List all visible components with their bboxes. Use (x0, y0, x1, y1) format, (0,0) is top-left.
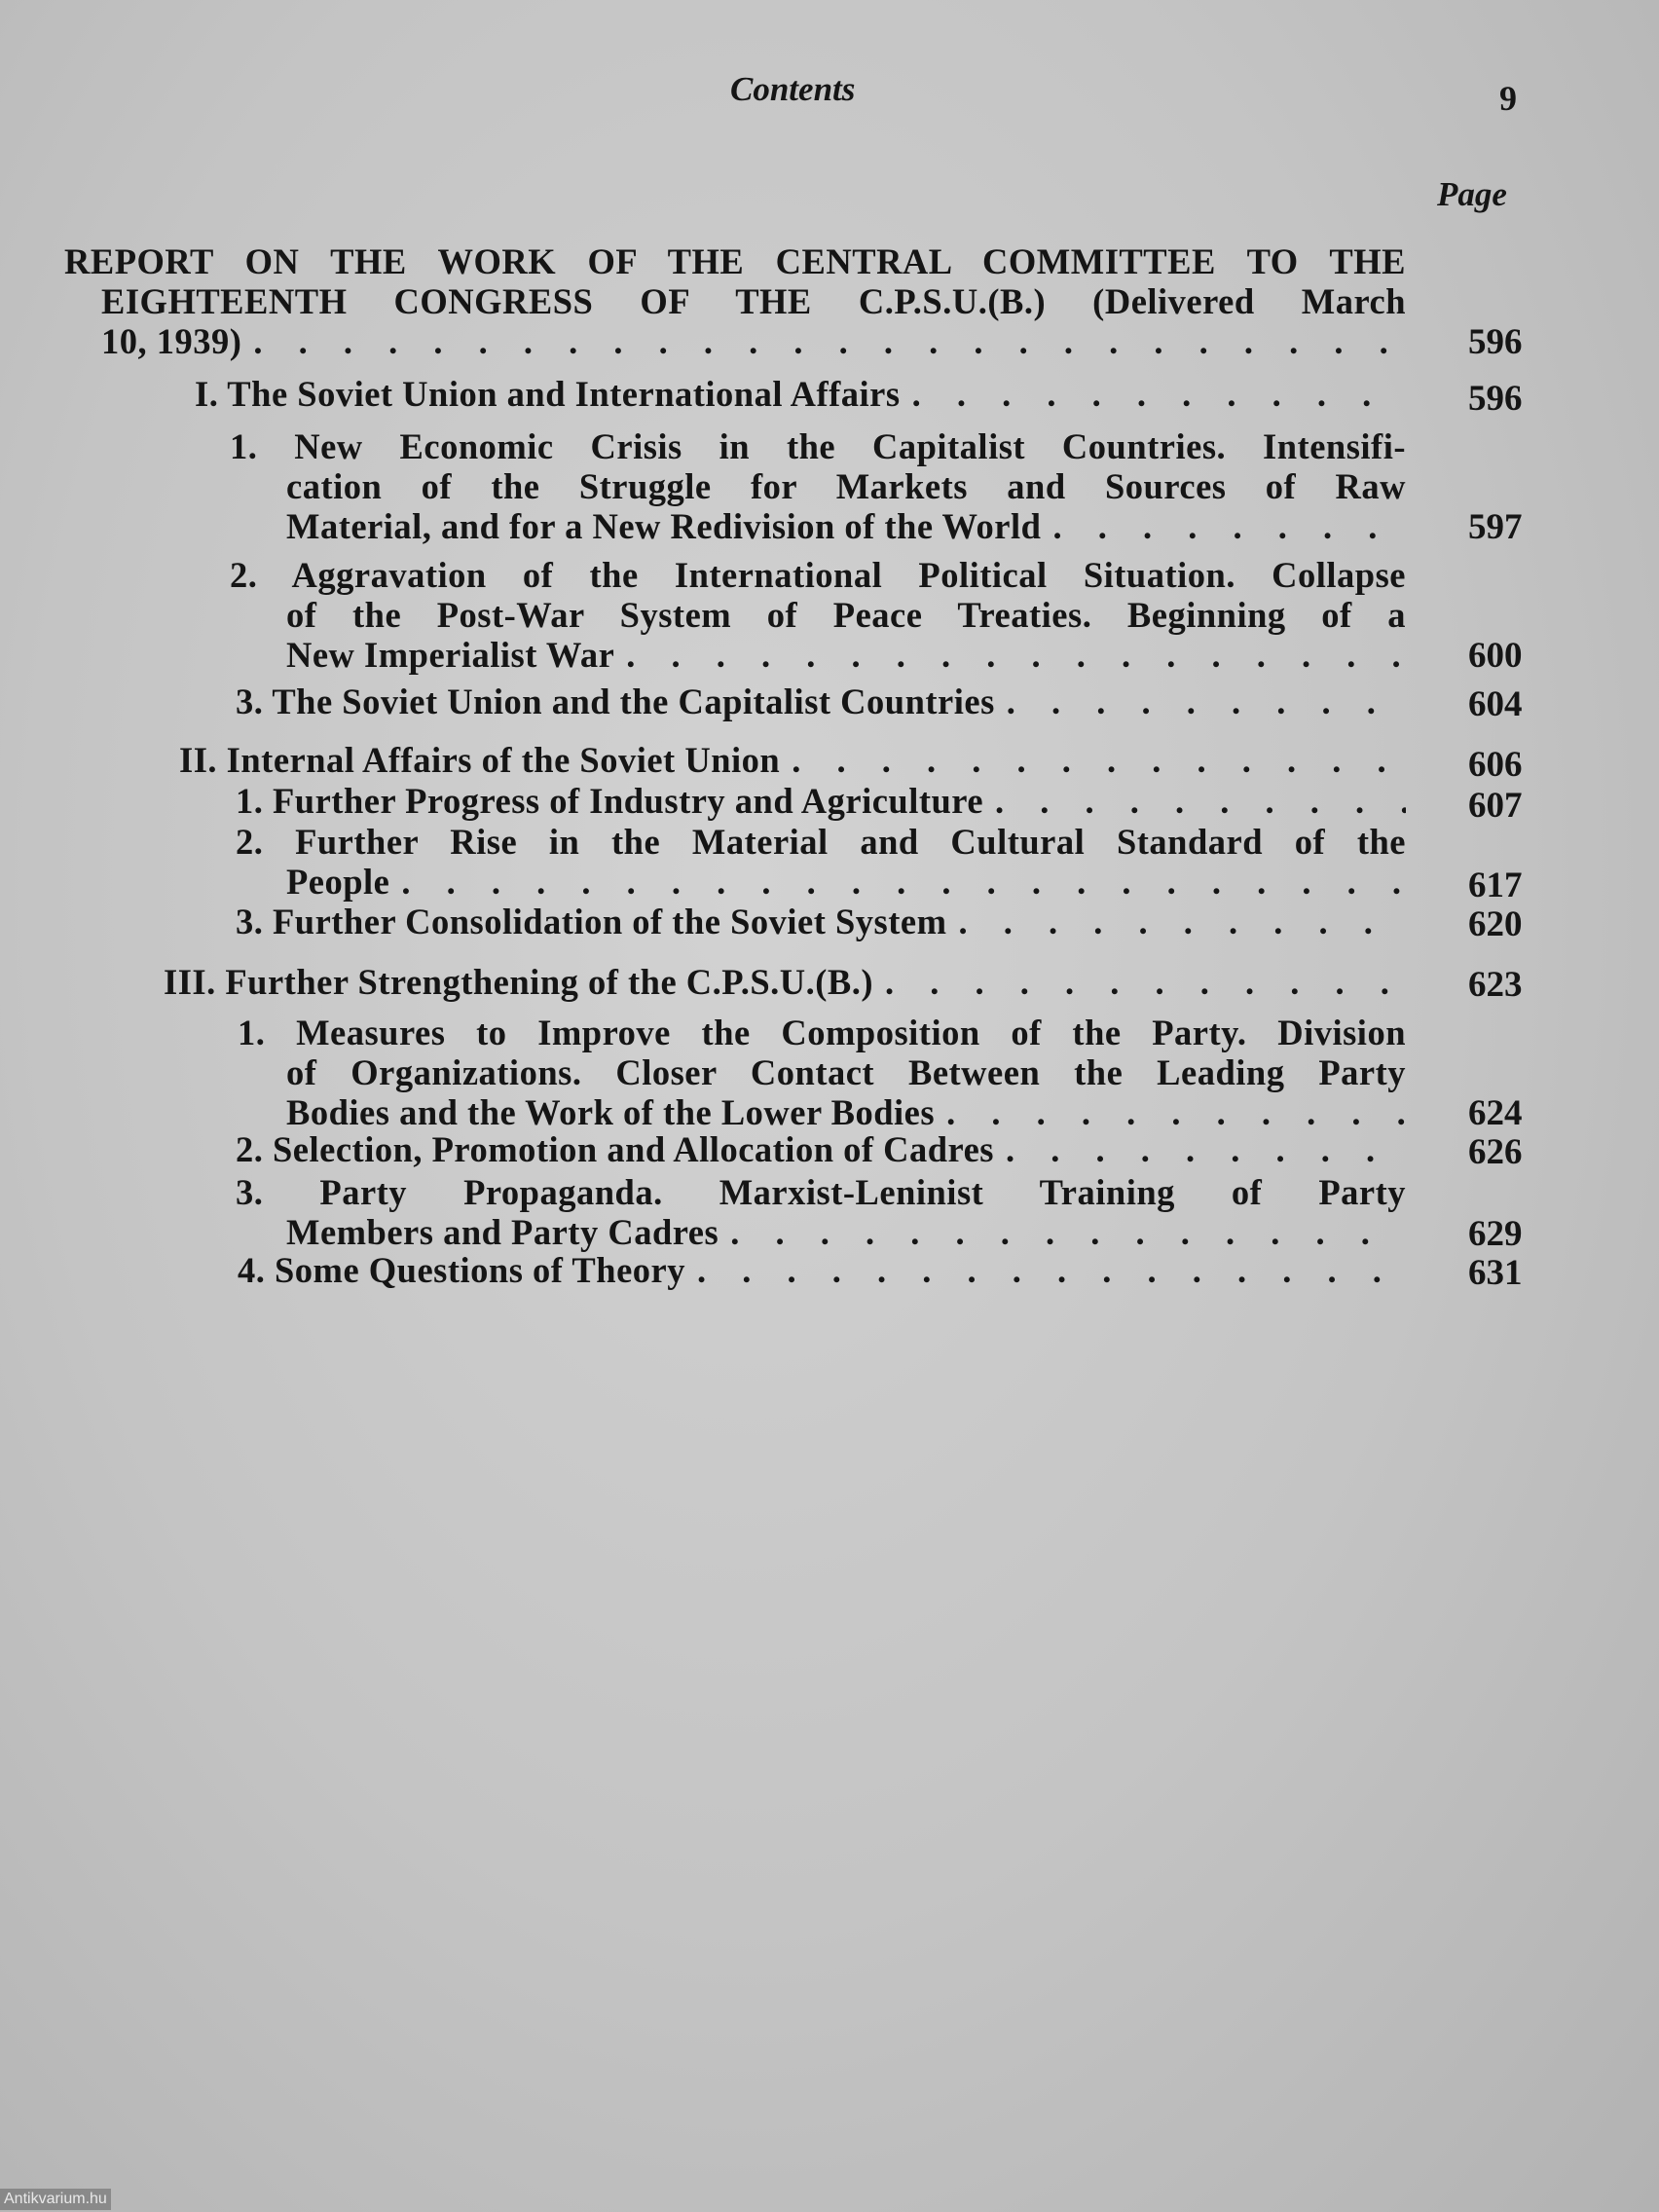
dot-leader (730, 1212, 1406, 1252)
toc-entry-line: 10, 1939) (101, 321, 242, 361)
toc-page-number: 626 (1468, 1132, 1523, 1172)
toc-page-number: 629 (1468, 1214, 1523, 1254)
toc-entry-line: of the Post-War System of Peace Treaties. Beginning of a (286, 595, 1406, 635)
toc-entry (195, 374, 1406, 414)
toc-entry-line: 3. The Soviet Union and the Capitalist Countries (236, 682, 995, 721)
toc-entry-line: EIGHTEENTH CONGRESS OF THE C.P.S.U.(B.) (Delivered March (101, 281, 1406, 321)
running-title: Contents (730, 70, 856, 108)
toc-entry-line: 2. Selection, Promotion and Allocation of Cadres (236, 1129, 995, 1169)
toc-entry-line: II. Internal Affairs of the Soviet Union (179, 740, 781, 780)
dot-leader (946, 1092, 1406, 1132)
toc-entry-line: REPORT ON THE WORK OF THE CENTRAL COMMITTEE TO THE (64, 241, 1406, 281)
toc-page-number: 617 (1468, 866, 1523, 905)
toc-entry-line: New Imperialist War (286, 635, 615, 675)
toc-page-number: 597 (1468, 507, 1523, 547)
toc-entry-line: cation of the Struggle for Markets and Sources of Raw (286, 466, 1406, 506)
toc-entry (236, 682, 1406, 721)
toc-entry-line: 2. Further Rise in the Material and Cultural Standard of the (236, 822, 1406, 862)
page-number: 9 (1499, 79, 1517, 118)
dot-leader (1006, 1129, 1406, 1169)
toc-entry-line: 3. Further Consolidation of the Soviet System (236, 902, 947, 941)
toc-entry-line: 1. New Economic Crisis in the Capitalist Countries. Intensifi- (230, 426, 1406, 466)
dot-leader (697, 1250, 1406, 1290)
toc-entry-line: People (286, 862, 390, 902)
toc-entry-line: Material, and for a New Redivision of the World (286, 506, 1042, 546)
toc-entry (236, 1172, 1406, 1252)
toc-entry-line: Members and Party Cadres (286, 1212, 719, 1252)
dot-leader (1052, 506, 1406, 546)
toc-page-number: 606 (1468, 745, 1523, 785)
toc-entry-line: 3. Party Propaganda. Marxist-Leninist Training of Party (236, 1172, 1406, 1212)
toc-page-number: 623 (1468, 965, 1523, 1005)
dot-leader (401, 862, 1406, 902)
toc-entry-line: 4. Some Questions of Theory (238, 1250, 685, 1290)
toc-entry (236, 902, 1406, 941)
toc-entry (238, 1013, 1406, 1132)
site-watermark: Antikvarium.hu (0, 2189, 111, 2210)
dot-leader (792, 740, 1406, 780)
dot-leader (959, 902, 1406, 941)
toc-page-number: 596 (1468, 379, 1523, 419)
dot-leader (253, 321, 1406, 361)
dot-leader (912, 374, 1406, 414)
page-column-label: Page (1437, 175, 1507, 213)
toc-page-number: 624 (1468, 1093, 1523, 1133)
toc-entry-line: I. The Soviet Union and International Affairs (195, 374, 901, 414)
dot-leader (885, 962, 1406, 1002)
toc-entry-line: 1. Further Progress of Industry and Agriculture (236, 781, 984, 821)
dot-leader (1007, 682, 1406, 721)
toc-entry (236, 1129, 1406, 1169)
toc-entry-line: Bodies and the Work of the Lower Bodies (286, 1092, 936, 1132)
toc-entry (179, 740, 1406, 780)
toc-page-number: 600 (1468, 636, 1523, 676)
toc-entry (238, 1250, 1406, 1290)
toc-page-number: 596 (1468, 322, 1523, 362)
toc-entry (236, 822, 1406, 902)
dot-leader (626, 635, 1406, 675)
toc-entry (236, 781, 1406, 821)
toc-page-number: 631 (1468, 1253, 1523, 1293)
toc-entry-line: of Organizations. Closer Contact Between the Leading Party (286, 1052, 1406, 1092)
toc-entry (230, 555, 1406, 675)
toc-entry-line: 2. Aggravation of the International Political Situation. Collapse (230, 555, 1406, 595)
toc-entry (230, 426, 1406, 546)
toc-entry-line: III. Further Strengthening of the C.P.S.U.(B.) (164, 962, 874, 1002)
toc-page-number: 604 (1468, 684, 1523, 724)
toc-page-number: 620 (1468, 904, 1523, 944)
toc-entry (164, 962, 1406, 1002)
toc-entry (64, 241, 1406, 361)
toc-entry-line: 1. Measures to Improve the Composition of the Party. Division (238, 1013, 1406, 1052)
toc-page-number: 607 (1468, 786, 1523, 826)
dot-leader (995, 781, 1406, 821)
